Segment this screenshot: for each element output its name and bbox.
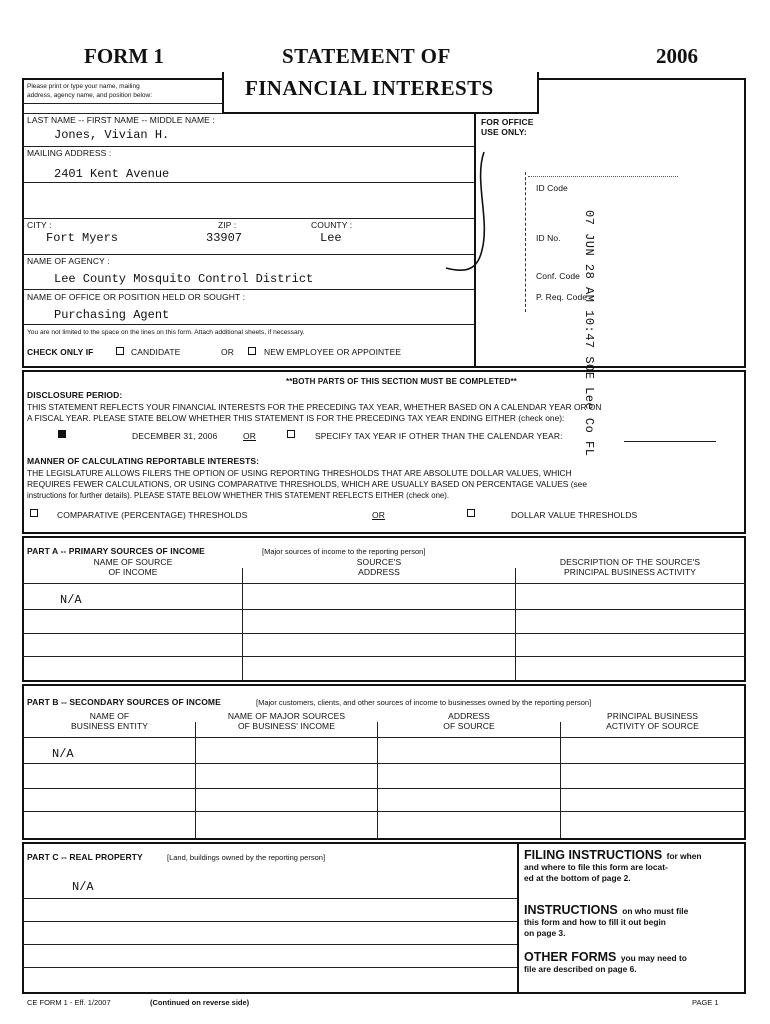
threshold-or-label: OR xyxy=(372,510,385,520)
footer-continued: (Continued on reverse side) xyxy=(150,998,250,1007)
zip-label: ZIP : xyxy=(218,220,237,230)
city-value[interactable]: Fort Myers xyxy=(46,231,119,245)
part-a-col2-header: SOURCE'S ADDRESS xyxy=(356,557,402,577)
specify-year-label: SPECIFY TAX YEAR IF OTHER THAN THE CALENDAR YEAR: xyxy=(315,431,563,441)
specify-year-checkbox[interactable] xyxy=(287,430,295,438)
candidate-checkbox[interactable] xyxy=(116,347,124,355)
check-only-label: CHECK ONLY IF xyxy=(27,347,94,357)
position-label: NAME OF OFFICE OR POSITION HELD OR SOUGHT : xyxy=(27,292,246,302)
title-line-2: FINANCIAL INTERESTS xyxy=(245,76,494,100)
part-b-subtitle: [Major customers, clients, and other sources of income to businesses owned by the reporting person] xyxy=(256,698,592,707)
new-employee-checkbox[interactable] xyxy=(248,347,256,355)
who-must-file-instructions: INSTRUCTIONS on who must file this form and how to fill it out begin on page 3. xyxy=(524,903,689,938)
not-limited-note: You are not limited to the space on the lines on this form. Attach additional sheets, if necessary. xyxy=(27,329,305,336)
print-note-1: Please print or type your name, mailing xyxy=(27,83,140,90)
agency-value[interactable]: Lee County Mosquito Control District xyxy=(54,272,314,286)
disclosure-or-label: OR xyxy=(243,431,256,441)
manner-text-1: THE LEGISLATURE ALLOWS FILERS THE OPTION OF USING REPORTING THRESHOLDS THAT ARE ABSOLUTE DOLLAR VALUES, WHICH xyxy=(27,468,572,478)
city-label: CITY : xyxy=(27,220,52,230)
new-employee-label: NEW EMPLOYEE OR APPOINTEE xyxy=(264,347,402,357)
county-label: COUNTY : xyxy=(311,220,353,230)
comparative-checkbox[interactable] xyxy=(30,509,38,517)
manner-heading: MANNER OF CALCULATING REPORTABLE INTERESTS: xyxy=(27,456,260,466)
dollar-checkbox[interactable] xyxy=(467,509,475,517)
filing-instructions: FILING INSTRUCTIONS for when and where to file this form are locat- ed at the bottom of page 2. xyxy=(524,848,702,883)
county-value[interactable]: Lee xyxy=(320,231,342,245)
or-label: OR xyxy=(221,347,234,357)
part-b-col1-header: NAME OF BUSINESS ENTITY xyxy=(70,711,149,731)
manner-text-3: instructions for further details). PLEASE STATE BELOW WHETHER THIS STATEMENT REFLECTS EITHER (check one). xyxy=(27,491,449,500)
title-line-1: STATEMENT OF xyxy=(282,44,451,68)
disclosure-heading: DISCLOSURE PERIOD: xyxy=(27,390,123,400)
part-b-col2-header: NAME OF MAJOR SOURCES OF BUSINESS' INCOME xyxy=(227,711,346,731)
address-label: MAILING ADDRESS : xyxy=(27,148,112,158)
part-a-col1-header: NAME OF SOURCE OF INCOME xyxy=(93,557,173,577)
use-only-label: USE ONLY: xyxy=(481,127,527,137)
footer-form-id: CE FORM 1 - Eff. 1/2007 xyxy=(27,998,111,1007)
conf-code-label: Conf. Code xyxy=(536,271,580,281)
part-a-col3-header: DESCRIPTION OF THE SOURCE'S PRINCIPAL BUSINESS ACTIVITY xyxy=(559,557,701,577)
disclosure-text-1: THIS STATEMENT REFLECTS YOUR FINANCIAL INTERESTS FOR THE PRECEDING TAX YEAR, WHETHER BASED ON A CALENDAR YEAR OR ON xyxy=(27,402,602,412)
for-office-label: FOR OFFICE xyxy=(481,117,534,127)
name-label: LAST NAME -- FIRST NAME -- MIDDLE NAME : xyxy=(27,115,215,125)
position-value[interactable]: Purchasing Agent xyxy=(54,308,170,322)
part-b-title: PART B -- SECONDARY SOURCES OF INCOME xyxy=(27,697,221,707)
specify-year-line[interactable] xyxy=(624,441,716,442)
part-b-col4-header: PRINCIPAL BUSINESS ACTIVITY OF SOURCE xyxy=(606,711,699,731)
id-code-label: ID Code xyxy=(536,183,568,193)
p-req-code-label: P. Req. Code xyxy=(536,292,588,302)
id-no-label: ID No. xyxy=(536,233,561,243)
comparative-label: COMPARATIVE (PERCENTAGE) THRESHOLDS xyxy=(57,510,248,520)
form-year: 2006 xyxy=(656,44,698,68)
part-b-col3-header: ADDRESS OF SOURCE xyxy=(443,711,495,731)
address-value[interactable]: 2401 Kent Avenue xyxy=(54,167,170,181)
disclosure-text-2: A FISCAL YEAR. PLEASE STATE BELOW WHETHER THIS STATEMENT IS FOR THE PRECEDING TAX YEAR ENDING EITHER (check one): xyxy=(27,413,565,423)
agency-label: NAME OF AGENCY : xyxy=(27,256,110,266)
part-a-title: PART A -- PRIMARY SOURCES OF INCOME xyxy=(27,546,205,556)
zip-value[interactable]: 33907 xyxy=(206,231,243,245)
part-b-entry[interactable]: N/A xyxy=(52,747,74,761)
part-a-entry[interactable]: N/A xyxy=(60,593,82,607)
dec31-checkbox[interactable] xyxy=(58,430,66,438)
candidate-label: CANDIDATE xyxy=(131,347,181,357)
both-parts-note: **BOTH PARTS OF THIS SECTION MUST BE COMPLETED** xyxy=(286,377,517,386)
footer-page: PAGE 1 xyxy=(692,998,719,1007)
print-note-2: address, agency name, and position below: xyxy=(27,92,153,99)
part-a-subtitle: [Major sources of income to the reporting person] xyxy=(262,547,426,556)
bracket-curve xyxy=(440,150,500,290)
part-c-entry[interactable]: N/A xyxy=(72,880,94,894)
other-forms-instructions: OTHER FORMS you may need to file are described on page 6. xyxy=(524,950,687,974)
manner-text-2: REQUIRES FEWER CALCULATIONS, OR USING COMPARATIVE THRESHOLDS, WHICH ARE USUALLY BASED ON PERCENTAGE VALUES (see xyxy=(27,479,587,489)
part-b-section xyxy=(22,684,746,840)
name-value[interactable]: Jones, Vivian H. xyxy=(54,128,170,142)
dollar-label: DOLLAR VALUE THRESHOLDS xyxy=(511,510,638,520)
part-c-title: PART C -- REAL PROPERTY xyxy=(27,852,143,862)
received-stamp: 07 JUN 28 AM 10:47 SOE Lee Co FL xyxy=(582,210,596,457)
form-number: FORM 1 xyxy=(84,44,164,68)
part-c-subtitle: [Land, buildings owned by the reporting person] xyxy=(167,853,326,862)
dec31-label: DECEMBER 31, 2006 xyxy=(132,431,218,441)
